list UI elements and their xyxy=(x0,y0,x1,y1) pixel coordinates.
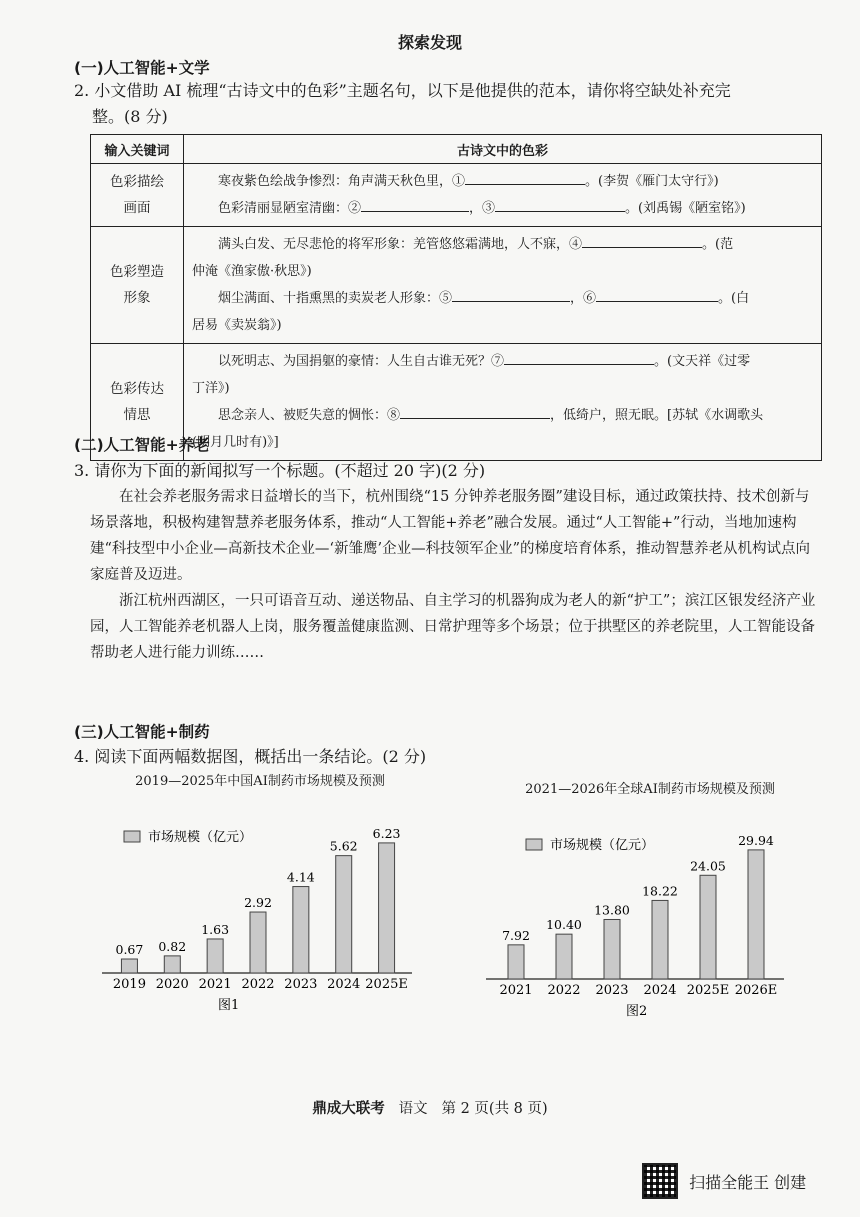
bar-2022 xyxy=(556,934,572,979)
data-label-2026E: 29.94 xyxy=(738,832,774,848)
question-2-text: 2. 小文借助 AI 梳理“古诗文中的色彩”主题名句，以下是他提供的范本，请你将空缺处补充完 xyxy=(74,81,731,100)
section1-heading: (一)人工智能+文学 xyxy=(74,59,210,77)
row-content xyxy=(184,227,822,344)
tick-label-2025E: 2025E xyxy=(365,977,408,992)
chart-1-legend xyxy=(124,829,252,845)
data-label-2024: 5.62 xyxy=(329,838,358,854)
chart-1-caption: 图1 xyxy=(218,998,240,1013)
footer-page: 第 2 页(共 8 页) xyxy=(441,1101,548,1117)
data-label-2025E: 24.05 xyxy=(690,858,726,874)
keyword-line: 色彩传达 xyxy=(110,381,164,397)
data-label-2022: 10.40 xyxy=(546,917,582,933)
legend-label: 市场规模（亿元） xyxy=(550,838,655,853)
tick-label-2019: 2019 xyxy=(112,977,146,992)
poem-text: 。(白 xyxy=(718,291,750,306)
bar-2023 xyxy=(604,919,620,979)
table-row xyxy=(91,227,822,344)
section3-heading: (三)人工智能+制药 xyxy=(74,723,210,741)
answer-blank-4[interactable] xyxy=(582,233,702,248)
poem-text: 。(刘禹锡《陋室铭》) xyxy=(625,201,746,216)
chart-2 xyxy=(490,770,810,1019)
table-row xyxy=(91,164,822,227)
answer-blank-1[interactable] xyxy=(465,170,585,185)
news-paragraph-2: 浙江杭州西湖区，一只可语音互动、递送物品、自主学习的机器狗成为老人的新“护工”；滨江区银发经济产业园，人工智能养老机器人上岗，服务覆盖健康监测、日常护理等多个场景；位于拱墅区的养老院里，人工智能设备帮助老人进行能力训练…… xyxy=(90,593,816,661)
poem-text: 居易《卖炭翁》) xyxy=(192,318,282,333)
answer-blank-2[interactable] xyxy=(361,197,469,212)
tick-label-2022: 2022 xyxy=(547,983,581,998)
answer-blank-6[interactable] xyxy=(596,287,718,302)
poem-text: 寒夜紫色绘战争惨烈：角声满天秋色里，① xyxy=(218,174,466,189)
poem-text: ，低绮户，照无眠。[苏轼《水调歌头 xyxy=(550,408,764,423)
poem-text: 满头白发、无尽悲怆的将军形象：羌管悠悠霜满地，人不寐，④ xyxy=(218,237,583,252)
scanner-text: 扫描全能王 创建 xyxy=(689,1172,807,1192)
keyword-line: 情思 xyxy=(123,407,151,423)
poem-text: 。(范 xyxy=(702,237,734,252)
poem-text: 。(李贺《雁门太守行》) xyxy=(585,174,719,189)
chart-2-title: 2021—2026年全球AI制药市场规模及预测 xyxy=(525,782,775,797)
scanner-watermark xyxy=(642,1163,842,1203)
question-4: 4. 阅读下面两幅数据图，概括出一条结论。(2 分) xyxy=(74,747,427,766)
tick-label-2023: 2023 xyxy=(284,977,318,992)
poem-text: 仲淹《渔家傲·秋思》) xyxy=(192,264,312,279)
page-title: 探索发现 xyxy=(397,33,462,52)
data-label-2023: 13.80 xyxy=(594,902,630,918)
chart-1-title: 2019—2025年中国AI制药市场规模及预测 xyxy=(135,774,385,789)
tick-label-2024: 2024 xyxy=(643,983,677,998)
legend-label: 市场规模（亿元） xyxy=(148,830,253,845)
answer-blank-5[interactable] xyxy=(452,287,570,302)
tick-label-2023: 2023 xyxy=(595,983,629,998)
data-label-2023: 4.14 xyxy=(286,869,315,885)
row-keyword xyxy=(91,227,184,344)
row-content xyxy=(184,164,822,227)
bar-2024 xyxy=(336,856,352,973)
section2-heading: (二)人工智能+养老 xyxy=(74,436,210,454)
keyword-line: 色彩描绘 xyxy=(110,174,164,190)
chart-1-svg xyxy=(100,789,420,1013)
question-3: 3. 请你为下面的新闻拟写一个标题。(不超过 20 字)(2 分) xyxy=(74,461,486,480)
poem-table xyxy=(90,134,822,461)
poem-text: 烟尘满面、十指熏黑的卖炭老人形象：⑤ xyxy=(218,291,453,306)
bar-2023 xyxy=(293,887,309,973)
tick-label-2026E: 2026E xyxy=(734,983,778,998)
data-label-2019: 0.67 xyxy=(115,942,144,958)
tick-label-2021: 2021 xyxy=(499,983,533,998)
page-footer xyxy=(0,1097,860,1118)
tick-label-2025E: 2025E xyxy=(686,983,730,998)
question-2-text-cont: 整。(8 分) xyxy=(92,107,168,126)
header-keyword: 输入关键词 xyxy=(91,135,184,164)
poem-text: 色彩清丽显陋室清幽：② xyxy=(218,201,362,216)
data-label-2021: 1.63 xyxy=(201,921,230,937)
poem-text: 丁洋》) xyxy=(192,381,230,396)
answer-blank-8[interactable] xyxy=(400,404,550,419)
data-label-2020: 0.82 xyxy=(158,938,187,954)
data-label-2025E: 6.23 xyxy=(372,825,401,841)
poem-text: (明月几时有)》] xyxy=(192,435,279,450)
poem-text: 。(文天祥《过零 xyxy=(654,354,751,369)
keyword-line: 画面 xyxy=(123,200,151,216)
legend-swatch xyxy=(124,831,140,842)
answer-blank-7[interactable] xyxy=(504,350,654,365)
keyword-line: 形象 xyxy=(123,290,151,306)
header-content: 古诗文中的色彩 xyxy=(184,135,822,164)
news-paragraph-1: 在社会养老服务需求日益增长的当下，杭州围绕“15 分钟养老服务圈”建设目标，通过政策扶持、技术创新与场景落地，积极构建智慧养老服务体系，推动“人工智能+养老”融合发展。通过“人工智能+”行动，当地加速构建“科技型中小企业—高新技术企业—‘新雏鹰’企业—科技领军企业”的梯度培育体系，推动智慧养老从机构试点向家庭普及迈进。 xyxy=(90,489,811,583)
data-label-2022: 2.92 xyxy=(244,895,272,911)
question-2 xyxy=(74,78,834,130)
bar-2020 xyxy=(164,956,180,973)
bar-2025E xyxy=(379,843,395,973)
poem-text: 思念亲人、被贬失意的惆怅：⑧ xyxy=(218,408,401,423)
chart-2-caption: 图2 xyxy=(626,1004,648,1019)
footer-brand: 鼎成大联考 xyxy=(312,1101,385,1117)
bar-2019 xyxy=(121,959,137,973)
footer-subject: 语文 xyxy=(398,1101,428,1117)
bar-2021 xyxy=(508,945,524,979)
chart-2-svg xyxy=(490,797,810,1019)
data-label-2021: 7.92 xyxy=(502,927,530,943)
legend-swatch xyxy=(526,839,542,850)
keyword-line: 色彩塑造 xyxy=(110,264,164,280)
bar-2022 xyxy=(250,912,266,973)
tick-label-2021: 2021 xyxy=(198,977,232,992)
bar-2026E xyxy=(748,850,764,979)
bar-2021 xyxy=(207,939,223,973)
bar-2024 xyxy=(652,900,668,979)
row-content xyxy=(184,344,822,461)
tick-label-2022: 2022 xyxy=(241,977,275,992)
answer-blank-3[interactable] xyxy=(495,197,625,212)
poem-text: ，③ xyxy=(469,201,496,216)
news-article xyxy=(90,484,820,666)
tick-label-2024: 2024 xyxy=(327,977,361,992)
poem-text: 以死明志、为国捐躯的豪情：人生自古谁无死？⑦ xyxy=(218,354,505,369)
row-keyword xyxy=(91,164,184,227)
data-label-2024: 18.22 xyxy=(642,883,678,899)
chart-2-legend xyxy=(526,837,654,853)
poem-text: ，⑥ xyxy=(570,291,597,306)
chart-1 xyxy=(100,770,420,1013)
qr-code-icon xyxy=(642,1163,678,1199)
bar-2025E xyxy=(700,875,716,979)
tick-label-2020: 2020 xyxy=(155,977,189,992)
